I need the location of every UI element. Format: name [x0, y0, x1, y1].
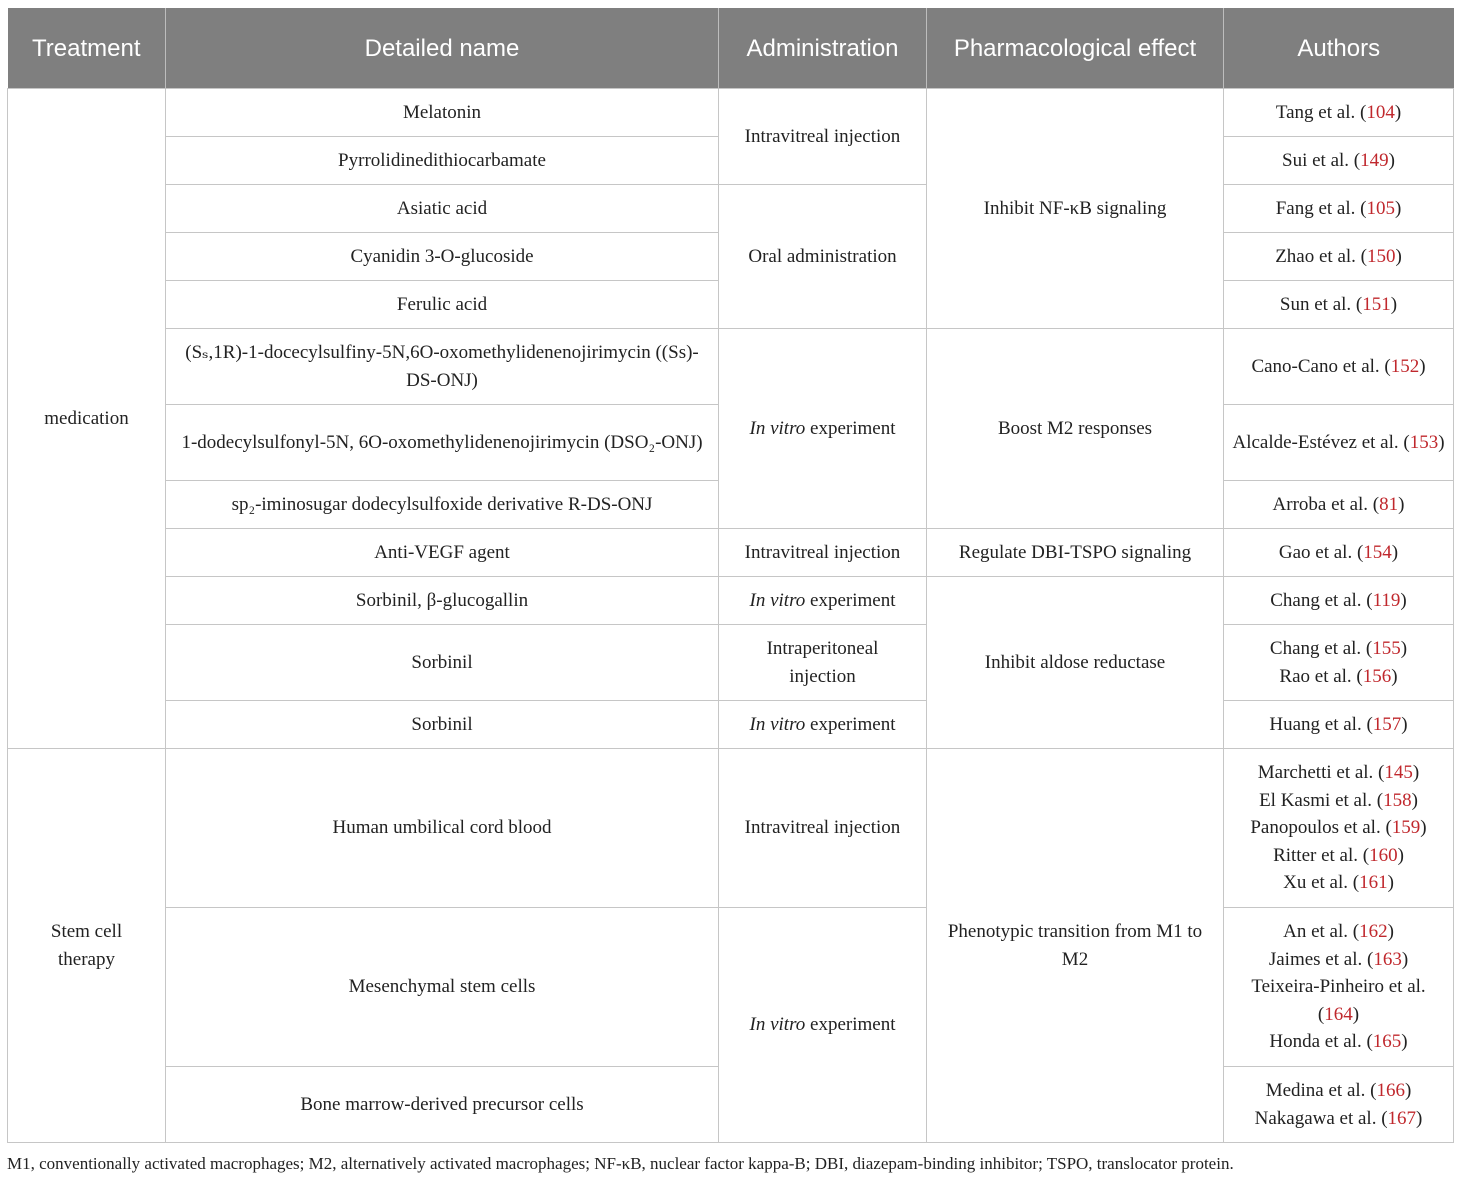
author-ref[interactable]: Arroba et al. (81)	[1272, 493, 1405, 515]
citation-number[interactable]: 158	[1383, 789, 1412, 811]
table-row	[8, 529, 1454, 577]
author-ref[interactable]: El Kasmi et al. (158)	[1259, 789, 1418, 811]
author-ref[interactable]: Panopoulos et al. (159)	[1250, 817, 1427, 839]
citation-number[interactable]: 152	[1390, 355, 1420, 377]
name-cell: (Sₛ,1R)-1-docecylsulfiny-5N,6O-oxomethylidenenojirimycin ((Ss)-DS-ONJ)	[166, 329, 719, 405]
authors-cell	[1224, 281, 1454, 329]
table-row	[8, 185, 1454, 233]
citation-number[interactable]: 151	[1362, 293, 1391, 315]
administration-cell: In vitro experiment	[719, 577, 927, 625]
citation-number[interactable]: 164	[1324, 1003, 1353, 1025]
author-ref[interactable]: Fang et al. (105)	[1275, 197, 1402, 219]
authors-cell	[1224, 329, 1454, 405]
citation-number[interactable]: 159	[1391, 817, 1421, 839]
table-row	[8, 749, 1454, 908]
administration-cell: In vitro experiment	[719, 701, 927, 749]
table-row	[8, 701, 1454, 749]
citation-number[interactable]: 149	[1360, 149, 1389, 171]
citation-number[interactable]: 166	[1376, 1080, 1405, 1101]
author-ref[interactable]: Jaimes et al. (163)	[1268, 948, 1409, 970]
table-row	[8, 329, 1454, 405]
authors-cell	[1224, 481, 1454, 529]
administration-cell	[719, 625, 927, 701]
treatment-table	[7, 8, 1454, 1143]
authors-cell	[1224, 89, 1454, 137]
citation-number[interactable]: 153	[1409, 431, 1439, 453]
name-cell: Bone marrow-derived precursor cells	[166, 1067, 719, 1143]
author-ref[interactable]: Chang et al. (155)	[1269, 638, 1408, 659]
author-ref[interactable]: Tang et al. (104)	[1275, 101, 1402, 123]
administration-cell: In vitro experiment	[719, 329, 927, 529]
header-pharmacological-effect: Pharmacological effect	[927, 8, 1224, 89]
author-ref[interactable]: Zhao et al. (150)	[1275, 245, 1402, 267]
author-ref[interactable]: Ritter et al. (160)	[1273, 844, 1404, 866]
authors-cell	[1224, 185, 1454, 233]
authors-cell	[1224, 577, 1454, 625]
author-ref[interactable]: Sui et al. (149)	[1282, 149, 1395, 171]
citation-number[interactable]: 165	[1372, 1031, 1402, 1053]
author-ref[interactable]: Huang et al. (157)	[1269, 713, 1408, 735]
citation-number[interactable]: 155	[1372, 638, 1401, 659]
table-footnote: M1, conventionally activated macrophages; M2, alternatively activated macrophages; NF-κB, nuclear factor kappa-B; DBI, diazepam-binding inhibitor; TSPO, translocator protein.	[7, 1154, 1234, 1173]
authors-cell	[1224, 1067, 1454, 1143]
authors-cell	[1224, 701, 1454, 749]
citation-number[interactable]: 154	[1363, 541, 1392, 563]
table-row	[8, 625, 1454, 701]
author-ref[interactable]: Marchetti et al. (145)	[1257, 762, 1420, 784]
authors-cell	[1224, 233, 1454, 281]
citation-number[interactable]: 161	[1359, 872, 1388, 894]
effect-cell: Inhibit aldose reductase	[927, 577, 1224, 749]
table-row	[8, 577, 1454, 625]
author-ref[interactable]: Alcalde-Estévez et al. (153)	[1232, 431, 1445, 453]
citation-number[interactable]: 162	[1359, 921, 1388, 943]
author-ref[interactable]: Sun et al. (151)	[1279, 293, 1398, 315]
name-cell: Melatonin	[166, 89, 719, 137]
table-row	[8, 908, 1454, 1067]
authors-cell	[1224, 137, 1454, 185]
administration-cell: Intravitreal injection	[719, 89, 927, 185]
effect-cell: Inhibit NF-κB signaling	[927, 89, 1224, 329]
author-ref[interactable]: Xu et al. (161)	[1283, 872, 1394, 894]
authors-cell	[1224, 405, 1454, 481]
effect-cell	[927, 749, 1224, 1143]
name-cell: Anti-VEGF agent	[166, 529, 719, 577]
citation-number[interactable]: 119	[1372, 589, 1401, 611]
name-cell: Sorbinil	[166, 701, 719, 749]
citation-number[interactable]: 160	[1369, 844, 1398, 866]
group-stem-cell	[8, 749, 166, 1143]
name-cell: Sorbinil	[166, 625, 719, 701]
effect-cell: Boost M2 responses	[927, 329, 1224, 529]
citation-number[interactable]: 167	[1387, 1107, 1417, 1129]
author-ref[interactable]: Honda et al. (165)	[1269, 1031, 1408, 1053]
author-ref[interactable]: Gao et al. (154)	[1278, 541, 1399, 563]
administration-cell: In vitro experiment	[719, 908, 927, 1143]
authors-cell	[1224, 625, 1454, 701]
header-administration: Administration	[719, 8, 927, 89]
administration-cell: Intravitreal injection	[719, 749, 927, 908]
administration-text: Intraperitoneal injection	[766, 638, 879, 687]
author-ref[interactable]: Nakagawa et al. (167)	[1254, 1107, 1423, 1129]
citation-number[interactable]: 145	[1384, 762, 1413, 784]
author-ref[interactable]: Teixeira-Pinheiro et al. (164)	[1251, 976, 1426, 1025]
citation-number[interactable]: 156	[1362, 665, 1392, 687]
author-ref[interactable]: Cano-Cano et al. (152)	[1251, 355, 1426, 377]
citation-number[interactable]: 104	[1366, 101, 1395, 123]
administration-cell: Intravitreal injection	[719, 529, 927, 577]
effect-cell: Regulate DBI-TSPO signaling	[927, 529, 1224, 577]
citation-number[interactable]: 157	[1372, 713, 1402, 735]
name-cell: Pyrrolidinedithiocarbamate	[166, 137, 719, 185]
name-cell: 1-dodecylsulfonyl-5N, 6O-oxomethylidenenojirimycin (DSO₂-ONJ)	[166, 405, 719, 481]
author-ref[interactable]: Medina et al. (166)	[1265, 1080, 1412, 1101]
name-cell: Mesenchymal stem cells	[166, 908, 719, 1067]
citation-number[interactable]: 81	[1379, 493, 1399, 515]
table-row	[8, 89, 1454, 137]
name-cell: Human umbilical cord blood	[166, 749, 719, 908]
name-cell: Ferulic acid	[166, 281, 719, 329]
authors-cell	[1224, 749, 1454, 908]
effect-text: Phenotypic transition from M1 to M2	[947, 921, 1203, 970]
author-ref[interactable]: An et al. (162)	[1283, 921, 1394, 943]
group-label: Stem cell therapy	[50, 921, 123, 970]
name-cell: Cyanidin 3-O-glucoside	[166, 233, 719, 281]
authors-cell	[1224, 529, 1454, 577]
citation-number[interactable]: 105	[1366, 197, 1395, 219]
citation-number[interactable]: 163	[1373, 948, 1402, 970]
name-cell: sp₂-iminosugar dodecylsulfoxide derivative R-DS-ONJ	[166, 481, 719, 529]
group-medication: medication	[8, 89, 166, 749]
header-authors: Authors	[1224, 8, 1454, 89]
author-ref[interactable]: Rao et al. (156)	[1279, 665, 1398, 687]
authors-cell	[1224, 908, 1454, 1067]
administration-cell: Oral administration	[719, 185, 927, 329]
header-treatment: Treatment	[8, 8, 166, 89]
header-detailed-name: Detailed name	[166, 8, 719, 89]
name-cell: Sorbinil, β-glucogallin	[166, 577, 719, 625]
author-ref[interactable]: Chang et al. (119)	[1270, 589, 1407, 611]
header-row	[8, 8, 1454, 89]
citation-number[interactable]: 150	[1366, 245, 1396, 267]
name-cell: Asiatic acid	[166, 185, 719, 233]
